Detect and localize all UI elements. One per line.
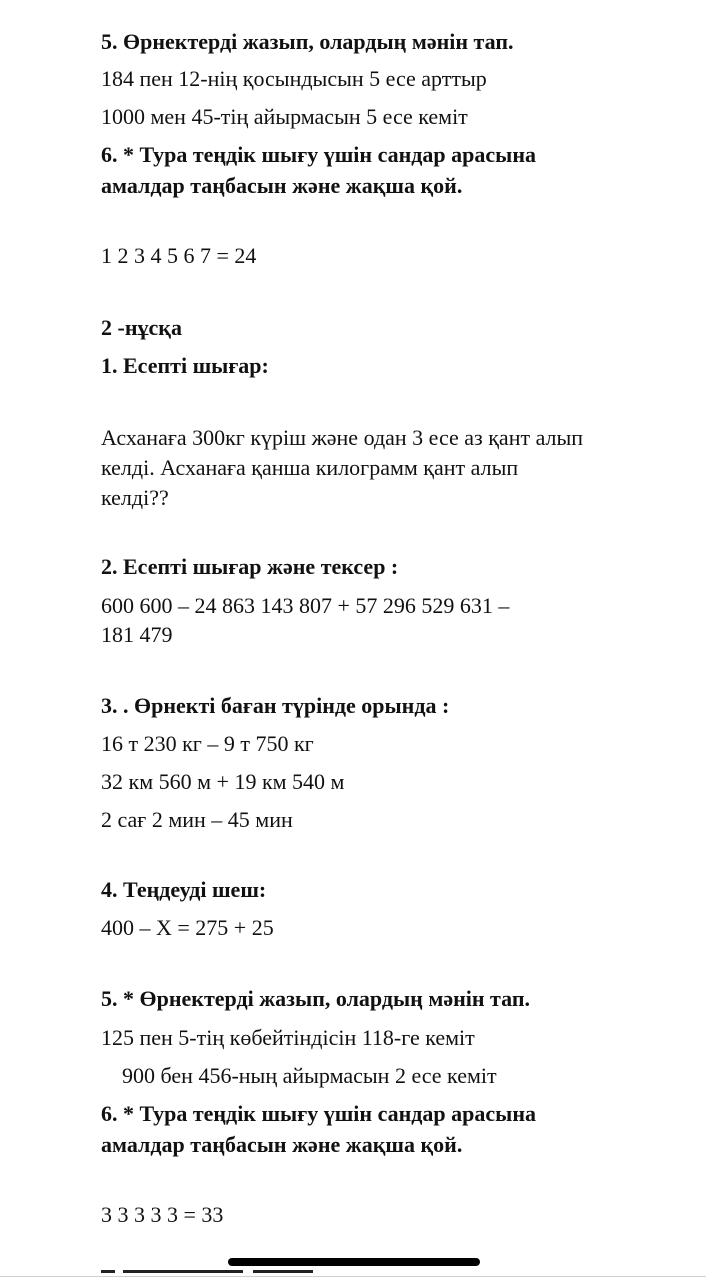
v2-task2-line1: 600 600 – 24 863 143 807 + 57 296 529 631 – [101, 593, 510, 618]
v1-task6-expression: 1 2 3 4 5 6 7 = 24 [101, 243, 257, 268]
v1-task5-line2: 1000 мен 45-тің айырмасын 5 есе кеміт [101, 104, 468, 129]
v2-task4-equation: 400 – Х = 275 + 25 [101, 915, 274, 940]
v2-task4-heading: 4. Теңдеуді шеш: [101, 877, 267, 902]
v2-task5-line2: 900 бен 456-ның айырмасын 2 есе кеміт [122, 1063, 497, 1088]
v2-task6-heading-line2: амалдар таңбасын және жақша қой. [101, 1132, 463, 1157]
v2-task2-line2: 181 479 [101, 622, 173, 647]
v2-task1-heading: 1. Есепті шығар: [101, 353, 269, 378]
v1-task6-heading-line2: амалдар таңбасын және жақша қой. [101, 173, 463, 198]
v2-task5-heading: 5. * Өрнектерді жазып, олардың мәнін тап. [101, 986, 531, 1011]
v1-task6-heading-line1: 6. * Тура теңдік шығу үшін сандар арасына [101, 142, 537, 167]
v2-task3-line3: 2 сағ 2 мин – 45 мин [101, 807, 293, 832]
v2-task3-line1: 16 т 230 кг – 9 т 750 кг [101, 731, 314, 756]
v2-task3-line2: 32 км 560 м + 19 км 540 м [101, 769, 345, 794]
variant2-title: 2 -нұсқа [101, 315, 182, 340]
home-indicator[interactable] [228, 1258, 480, 1266]
v1-task5-heading: 5. Өрнектерді жазып, олардың мәнін тап. [101, 29, 514, 54]
v2-task2-heading: 2. Есепті шығар және тексер : [101, 554, 399, 579]
v2-task1-text-line3: келді?? [101, 485, 169, 510]
v2-task5-line1: 125 пен 5-тің көбейтіндісін 118-ге кеміт [101, 1025, 475, 1050]
v1-task5-line1: 184 пен 12-нің қосындысын 5 есе арттыр [101, 66, 487, 91]
v2-task1-text-line1: Асханаға 300кг күріш және одан 3 есе аз қант алып [101, 425, 584, 450]
cutoff-next-line [101, 1270, 341, 1280]
v2-task6-heading-line1: 6. * Тура теңдік шығу үшін сандар арасына [101, 1101, 537, 1126]
v2-task6-expression: 3 3 3 3 3 = 33 [101, 1202, 224, 1227]
page-bottom-divider [0, 1276, 706, 1277]
v2-task3-heading: 3. . Өрнекті баған түрінде орында : [101, 693, 450, 718]
v2-task1-text-line2: келді. Асханаға қанша килограмм қант алып [101, 455, 519, 480]
